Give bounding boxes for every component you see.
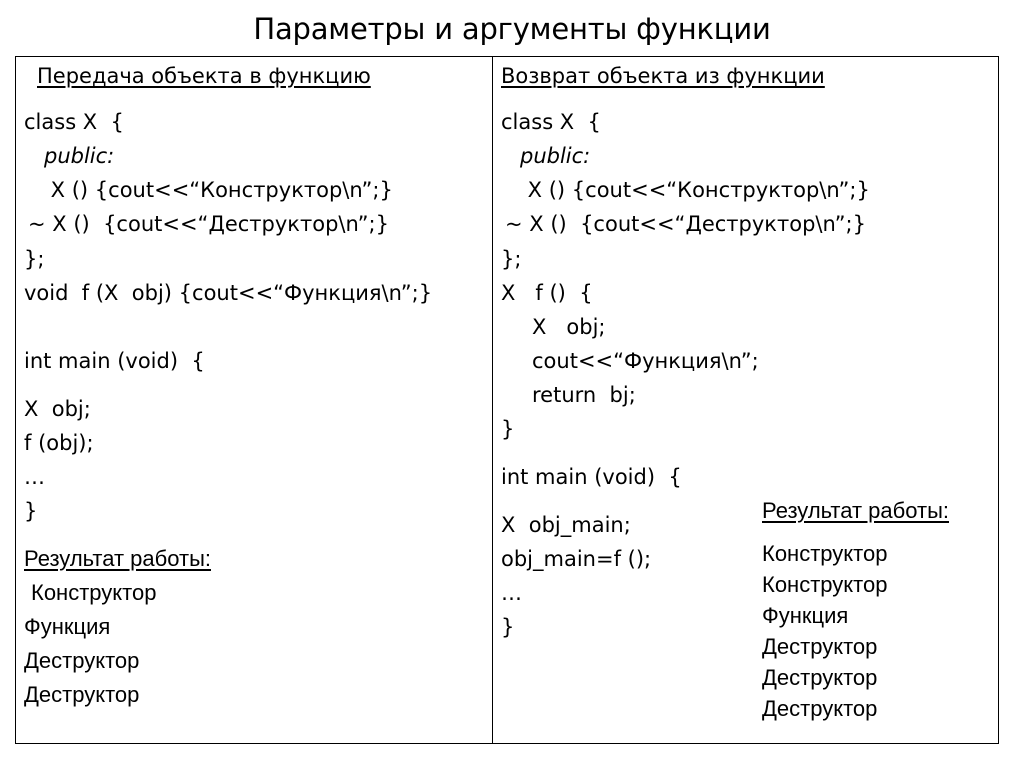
left-result-line: Деструктор [24,682,140,707]
left-result-line: Деструктор [24,648,140,673]
right-code-line: X () {cout<<“Конструктор\n”;} [521,178,870,202]
right-result-line: Конструктор [762,572,888,597]
right-code-line: } [501,417,515,441]
right-code-line: }; [501,247,522,271]
right-code-line: return bj; [532,383,636,407]
right-result-heading: Результат работы: [762,498,949,523]
left-code-line: … [24,465,45,489]
right-code-line: public: [520,144,591,168]
right-result-line: Конструктор [762,541,888,566]
right-code-line: cout<<“Функция\n”; [532,349,759,373]
left-code-line: public: [44,144,115,168]
right-code-line: … [501,581,522,605]
left-code-line: ~ X () {cout<<“Деструктор\n”;} [28,212,389,236]
left-heading: Передача объекта в функцию [37,64,371,88]
left-code-line: int main (void) { [24,349,205,373]
left-code-line: X obj; [24,397,91,421]
left-code-line: }; [24,247,45,271]
left-code-line: } [24,499,38,523]
left-code-line: class X { [24,110,124,134]
right-code-line: X obj; [532,315,606,339]
right-result-line: Деструктор [762,696,878,721]
column-divider [492,56,493,744]
right-code-line: X obj_main; [501,513,631,537]
right-code-line: X f () { [501,281,593,305]
right-code-line: class X { [501,110,601,134]
left-result-line: Конструктор [31,580,157,605]
left-result-line: Функция [24,614,111,639]
right-result-line: Деструктор [762,665,878,690]
right-result-line: Функция [762,603,849,628]
right-result-line: Деструктор [762,634,878,659]
left-code-line: void f (X obj) {cout<<“Функция\n”;} [24,281,433,305]
right-code-line: int main (void) { [501,465,682,489]
right-code-line: obj_main=f (); [501,547,652,571]
left-code-line: X () {cout<<“Конструктор\n”;} [44,178,393,202]
right-code-line: ~ X () {cout<<“Деструктор\n”;} [505,212,866,236]
right-code-line: } [501,615,515,639]
left-code-line: f (obj); [24,431,94,455]
left-result-heading: Результат работы: [24,546,211,571]
right-heading: Возврат объекта из функции [501,64,825,88]
slide-title: Параметры и аргументы функции [253,12,771,46]
